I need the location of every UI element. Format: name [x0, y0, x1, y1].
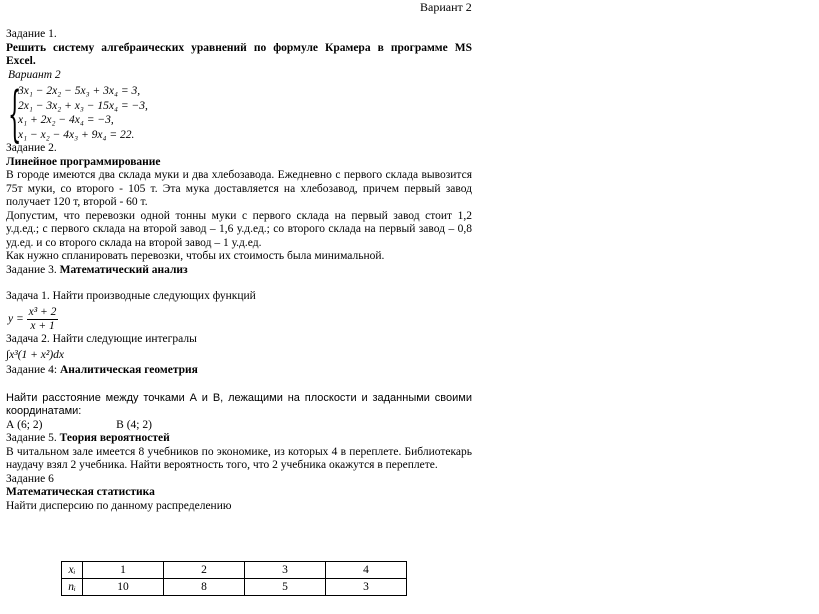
integral-expression: ∫x³(1 + x²)dx [6, 349, 65, 361]
task6-title: Задание 6 [6, 472, 54, 485]
equation-1: 3x₁ − 2x₂ − 5x₃ + 3x₄ = 3, [18, 85, 141, 97]
table-cell: 3 [245, 562, 326, 579]
distribution-table [61, 561, 407, 596]
task2-paragraph-1: В городе имеются два склада муки и два хлебозавода. Ежедневно с первого склада вывозится 75т муки, со второго - 105 т. Эта мука доставляется на хлебозавод, причем первый завод получает 120 т, второй - 60 т. [6, 169, 472, 208]
table-row [62, 562, 407, 579]
equation-2: 2x₁ − 3x₂ + x₃ − 15x₄ = −3, [18, 99, 148, 112]
task5-title: Задание 5. Теория вероятностей [6, 432, 170, 444]
table-cell: 1 [83, 562, 164, 579]
equation-3: x₁ + 2x₂ − 4x₄ = −3, [18, 114, 114, 126]
task6-text: Найти дисперсию по данному распределению [6, 499, 232, 512]
task3-title: Задание 3. Математический анализ [6, 263, 188, 276]
task3-problem-1: Задача 1. Найти производные следующих функций [6, 290, 256, 302]
task4-points [6, 419, 472, 433]
task2-title: Задание 2. [6, 142, 57, 154]
table-row [62, 579, 407, 596]
task2-heading: Линейное программирование [6, 155, 161, 168]
point-a: А (6; 2) [6, 418, 43, 431]
task1-description: Решить систему алгебраических уравнений по формуле Крамера в программе MS [6, 41, 472, 54]
task2-paragraph-2: Допустим, что перевозки одной тонны муки с первого склада на первый завод стоит 1,2 у.д.ед.; с первого склада на второй завод – 1,6 у.д.ед.; со второго склада на первый завод – 0,8 уд.ед. и со второго склада на второй завод – 1 у.д.ед. [6, 209, 472, 249]
task3-problem-2: Задача 2. Найти следующие интегралы [6, 332, 197, 345]
task4-text: Найти расстояние между точками А и В, лежащими на плоскости и заданными своими координатами: [6, 391, 472, 417]
page-variant-header: Вариант 2 [420, 0, 472, 14]
function-fraction [27, 306, 59, 333]
table-cell: 10 [83, 579, 164, 596]
equation-4: x₁ − x₂ − 4x₃ + 9x₄ = 22. [18, 128, 135, 141]
task6-heading: Математическая статистика [6, 486, 155, 498]
table-cell: 3 [326, 579, 407, 596]
task1-variant: Вариант 2 [8, 68, 61, 81]
task1-title: Задание 1. [6, 28, 57, 40]
fraction-denominator: x + 1 [30, 319, 55, 332]
table-cell: 2 [164, 562, 245, 579]
task5-text: В читальном зале имеется 8 учебников по экономике, из которых 4 в переплете. Библиотекарь наудачу взял 2 учебника. Найти вероятность того, что 2 учебника окажутся в переплете. [6, 445, 472, 471]
task1-description-cont: Excel. [6, 55, 36, 67]
row-label-n: nᵢ [62, 579, 83, 596]
brace-icon: { [8, 79, 22, 149]
table-cell: 4 [326, 562, 407, 579]
function-formula [8, 306, 472, 333]
function-lhs: y = [8, 312, 24, 325]
row-label-x: xᵢ [62, 562, 83, 579]
fraction-numerator: x³ + 2 [28, 305, 57, 318]
task4-title: Задание 4: Аналитическая геометрия [6, 364, 198, 376]
point-b: В (4; 2) [116, 418, 152, 431]
document-page [6, 0, 472, 513]
table-cell: 8 [164, 579, 245, 596]
table-cell: 5 [245, 579, 326, 596]
task2-paragraph-3: Как нужно спланировать перевозки, чтобы их стоимость была минимальной. [6, 250, 385, 262]
